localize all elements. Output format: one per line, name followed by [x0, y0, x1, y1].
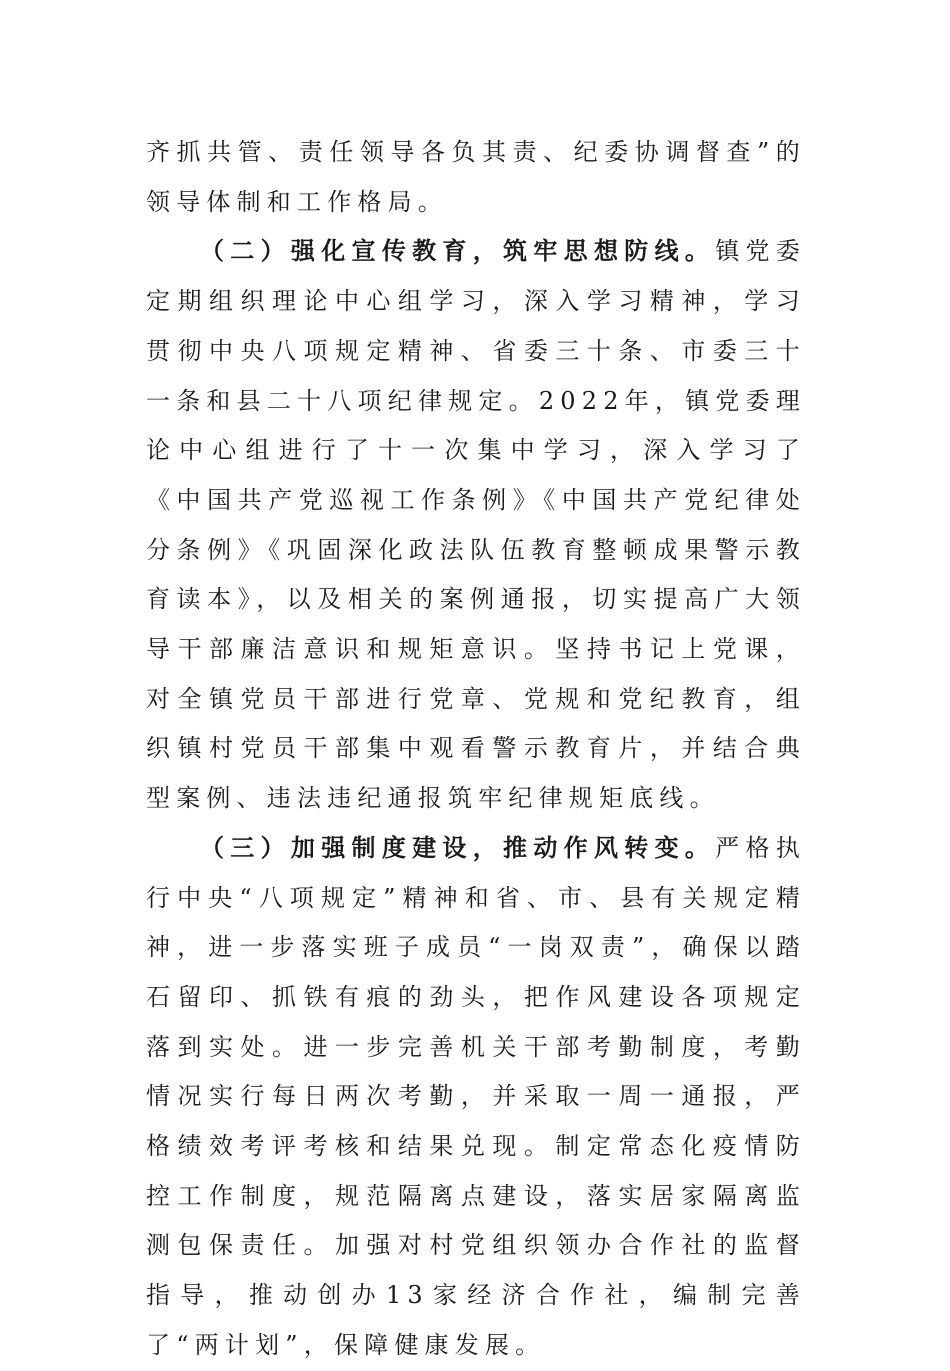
- paragraph-system-building: [146, 824, 806, 1371]
- document-page: [146, 128, 806, 1371]
- paragraph-text: 齐抓共管、责任领导各负其责、纪委协调督查”的领导体制和工作格局。: [146, 138, 806, 216]
- paragraph-text: 严格执行中央“八项规定”精神和省、市、县有关规定精神，进一步落实班子成员“一岗双责”，确保以踏石留印、抓铁有痕的劲头，把作风建设各项规定落到实处。进一步完善机关干部考勤制度，考勤情况实行每日两次考勤，并采取一周一通报，严格绩效考评考核和结果兑现。制定常态化疫情防控工作制度，规范隔离点建设，落实居家隔离监测包保责任。加强对村党组织领办合作社的监督指导，推动创办13家经济合作社，编制完善了“两计划”，保障健康发展。: [146, 833, 806, 1359]
- paragraph-heading: （三）加强制度建设，推动作风转变。: [200, 833, 716, 862]
- paragraph-text: 镇党委定期组织理论中心组学习，深入学习精神，学习贯彻中央八项规定精神、省委三十条、市委三十一条和县二十八项纪律规定。2022年，镇党委理论中心组进行了十一次集中学习，深入学习了《中国共产党巡视工作条例》《中国共产党纪律处分条例》《巩固深化政法队伍教育整顿成果警示教育读本》，以及相关的案例通报，切实提高广大领导干部廉洁意识和规矩意识。坚持书记上党课，对全镇党员干部进行党章、党规和党纪教育，组织镇村党员干部集中观看警示教育片，并结合典型案例、违法违纪通报筑牢纪律规矩底线。: [146, 237, 806, 813]
- paragraph-propaganda-education: [146, 227, 806, 823]
- paragraph-continuation: [146, 128, 806, 227]
- paragraph-heading: （二）强化宣传教育，筑牢思想防线。: [200, 237, 716, 266]
